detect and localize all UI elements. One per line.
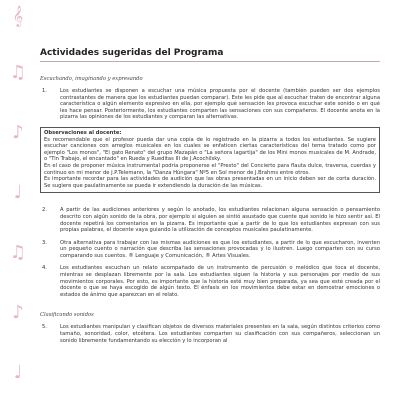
observation-box: [40, 127, 380, 193]
activity-number: 4.: [42, 265, 47, 272]
music-note-icon: ♩: [13, 361, 23, 383]
activity-item: [40, 207, 380, 233]
activity-item: [40, 265, 380, 298]
activity-text: A partir de las audiciones anteriores y según lo anotado, los estudiantes relacionan alguna sensación o pensamiento descrito con algún sonido de la obra, por ejemplo si alguien se sintió asustado que cuente qué sonido le hizo sentir así. El docente repetirá los comentarios en la pizarra. Es importante que a partir de lo que los estudiantes expresan con sus propias palabras, el docente vaya guiando la utilización de conceptos musicales paulatinamente.: [60, 207, 380, 234]
activity-text: Los estudiantes escuchan un relato acompañado de un instrumento de percusión o melódico que toca el docente, mientras se desplazan libremente por la sala. Los estudiantes siguen la historia y sus personajes por medio de sus movimientos corporales. Por esto, es importante que la historia esté muy bien preparada, ya sea que esté creada por el docente o que se haya escogido de algún texto. El énfasis en los movimientos debe estar en demostrar emociones o estados de ánimo que aparezcan en el relato.: [60, 265, 380, 298]
activity-text: Los estudiantes se disponen a escuchar una música propuesta por el docente (también pueden ser dos ejemplos contrastantes de manera que los estudiantes puedan comparar). Este les pide que al escuchar traten de encontrar alguna característica o algún elemento expresivo en ella, por ejemplo qué sensación les provoca escuchar este sonido o en qué les hace pensar. Posteriormente, los estudiantes comparten las sensaciones con sus compañeros. El docente anota en la pizarra las opiniones de los estudiantes y comparan las alternativas.: [60, 88, 380, 121]
observation-paragraph: En el caso de proponer música instrumental podría proponerse el "Presto" del Concierto para flauta dulce, traversa, cuerdas y continuo en mi menor de J.P.Telemann, la "Danza Húngara" Nº5 en Sol menor de J.Brahms entre otros.: [44, 162, 376, 176]
section-title: Clasificando sonidos: [40, 312, 94, 319]
music-note-icon: ♫: [9, 61, 27, 83]
activity-number: 1.: [42, 88, 47, 94]
music-note-icon: ♩: [13, 181, 23, 203]
treble-clef-icon: 𝄞: [12, 5, 24, 27]
activity-number: 5.: [42, 324, 47, 331]
activity-text: Los estudiantes manipulan y clasifican objetos de diversos materiales presentes en la sala, según distintos criterios como tamaño, sonoridad, color, etcétera. Los estudiantes comparten su clasificación con sus compañeros, seleccionan un sonido libremente fundamentando su elección y lo incorporan al: [60, 324, 380, 344]
activity-item: [40, 88, 380, 121]
observation-paragraph: Es importante recordar para las actividades de audición que las obras presentadas en un inicio deben ser de corta duración. Se sugiere que paulatinamente se pueda ir extendiendo la duración de las músicas.: [44, 176, 376, 189]
section-title: Escuchando, imaginando y expresando: [40, 76, 143, 82]
music-note-icon: ♪: [12, 121, 24, 143]
music-note-icon: ♪: [12, 301, 24, 323]
music-note-icon: ♫: [9, 241, 27, 263]
observation-title: Observaciones al docente:: [44, 129, 122, 136]
activity-text: Otra alternativa para trabajar con las mismas audiciones es que los estudiantes, a partir de lo que escucharon, inventen un pequeño cuento o narración que describa las sensaciones provocadas y lo ilustren. Luego comparten con su curso comparando sus cuentos. ® Lenguaje y Comunicación, ® Artes Visuales.: [60, 239, 380, 259]
activity-item: [40, 324, 380, 344]
activity-item: [40, 240, 380, 260]
activity-number: 2.: [42, 207, 47, 214]
activity-number: 3.: [42, 239, 47, 246]
document-page: [40, 48, 380, 350]
observation-paragraph: Es recomendable que el profesor pueda dar una copia de lo registrado en la pizarra a todos los estudiantes. Se sugiere escuchar canciones con arreglos musicales en los cuales se enfaticen ciertas características del tema tratado como por ejemplo "Los monos", "El gato Renato" del grupo Mazapán o "La señora lagartija" de los Mini monos musicales de M. Andrade, o "Tin Trabajo, el encantado" en Rueda y Rueditas III de J.Acochilsky.: [44, 136, 376, 163]
page-heading: Actividades sugeridas del Programa: [40, 48, 380, 62]
